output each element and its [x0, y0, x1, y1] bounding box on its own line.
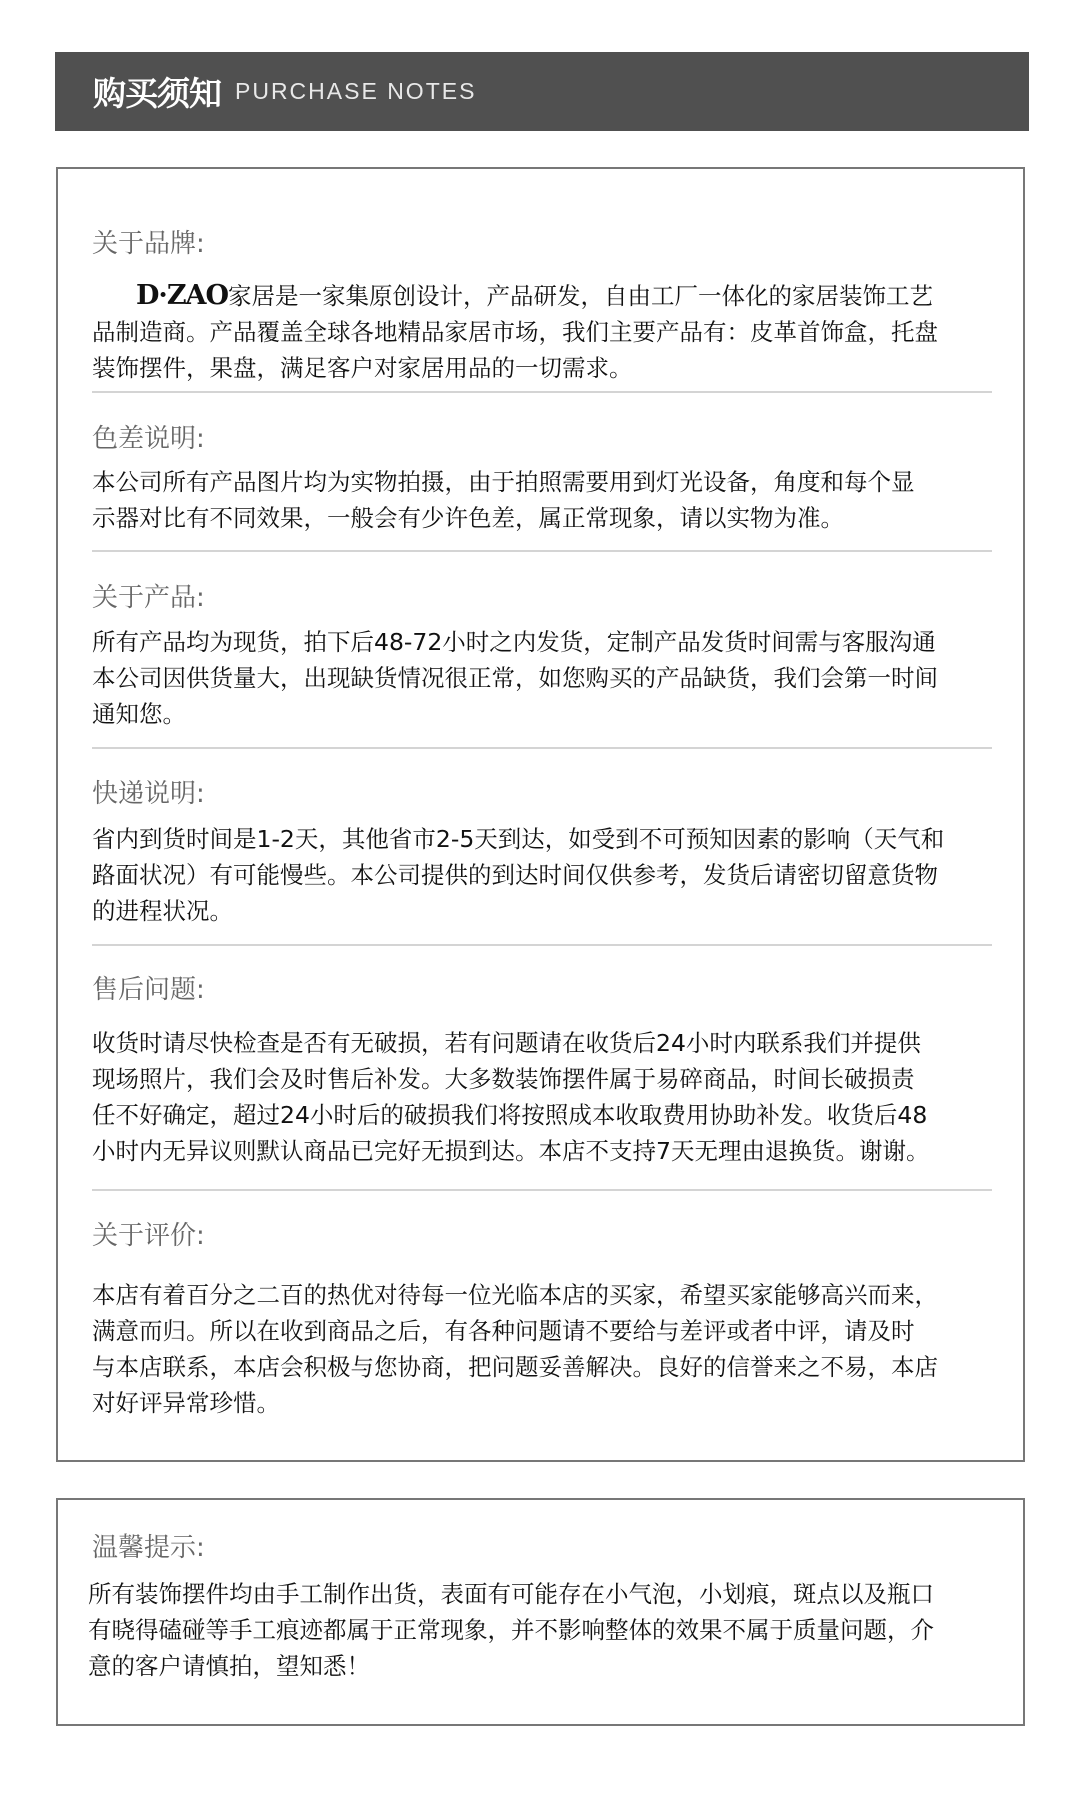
section-title-product: 关于产品:: [92, 583, 205, 613]
section-body-shipping: [92, 821, 1012, 929]
body-line: 品制造商。产品覆盖全球各地精品家居市场，我们主要产品有：皮革首饰盒，托盘: [92, 318, 938, 346]
section-body-color: [92, 464, 1012, 536]
body-line: 省内到货时间是1-2天，其他省市2-5天到达，如受到不可预知因素的影响（天气和: [92, 825, 945, 853]
section-title-after-sales: 售后问题:: [92, 975, 205, 1005]
body-line: 所有产品均为现货，拍下后48-72小时之内发货，定制产品发货时间需与客服沟通: [92, 628, 936, 656]
section-body-product: [92, 624, 1012, 732]
section-body-after-sales: [92, 1025, 1012, 1169]
brand-logo-text: D·ZAO: [136, 280, 228, 311]
body-line: 所有装饰摆件均由手工制作出货，表面有可能存在小气泡，小划痕，斑点以及瓶口: [88, 1580, 934, 1608]
body-line: 对好评异常珍惜。: [92, 1389, 280, 1417]
body-line: 路面状况）有可能慢些。本公司提供的到达时间仅供参考，发货后请密切留意货物: [92, 861, 938, 889]
section-title-color: 色差说明:: [92, 424, 205, 454]
body-line: 家居是一家集原创设计，产品研发，自由工厂一体化的家居装饰工艺: [228, 282, 933, 310]
body-line: 装饰摆件，果盘，满足客户对家居用品的一切需求。: [92, 354, 633, 382]
tip-body: [88, 1576, 1008, 1684]
body-line: 与本店联系，本店会积极与您协商，把问题妥善解决。良好的信誉来之不易，本店: [92, 1353, 938, 1381]
body-line: 示器对比有不同效果，一般会有少许色差，属正常现象，请以实物为准。: [92, 504, 844, 532]
body-line: 意的客户请慎拍，望知悉！: [88, 1652, 370, 1680]
divider: [92, 391, 992, 393]
body-line: 本公司因供货量大，出现缺货情况很正常，如您购买的产品缺货，我们会第一时间: [92, 664, 938, 692]
purchase-notes-header: [55, 52, 1029, 131]
body-line: 现场照片，我们会及时售后补发。大多数装饰摆件属于易碎商品，时间长破损责: [92, 1065, 915, 1093]
divider: [92, 550, 992, 552]
section-title-brand: 关于品牌:: [92, 229, 205, 259]
body-line: 本公司所有产品图片均为实物拍摄，由于拍照需要用到灯光设备，角度和每个显: [92, 468, 915, 496]
body-line: 收货时请尽快检查是否有无破损，若有问题请在收货后24小时内联系我们并提供: [92, 1029, 921, 1057]
tip-title: 温馨提示:: [92, 1533, 205, 1563]
body-line: 本店有着百分之二百的热优对待每一位光临本店的买家，希望买家能够高兴而来，: [92, 1281, 938, 1309]
header-title-cn: 购买须知: [93, 74, 221, 113]
divider: [92, 944, 992, 946]
header-title-en: PURCHASE NOTES: [235, 78, 477, 104]
section-title-shipping: 快递说明:: [92, 779, 205, 809]
body-line: 小时内无异议则默认商品已完好无损到达。本店不支持7天无理由退换货。谢谢。: [92, 1137, 930, 1165]
section-title-reviews: 关于评价:: [92, 1221, 205, 1251]
body-line: 任不好确定，超过24小时后的破损我们将按照成本收取费用协助补发。收货后48: [92, 1101, 928, 1129]
section-body-brand: [92, 278, 1012, 386]
section-body-reviews: [92, 1277, 1012, 1421]
body-line: 满意而归。所以在收到商品之后，有各种问题请不要给与差评或者中评，请及时: [92, 1317, 915, 1345]
body-line: 有晓得磕碰等手工痕迹都属于正常现象，并不影响整体的效果不属于质量问题，介: [88, 1616, 934, 1644]
divider: [92, 747, 992, 749]
body-line: 的进程状况。: [92, 897, 233, 925]
divider: [92, 1189, 992, 1191]
body-line: 通知您。: [92, 700, 186, 728]
